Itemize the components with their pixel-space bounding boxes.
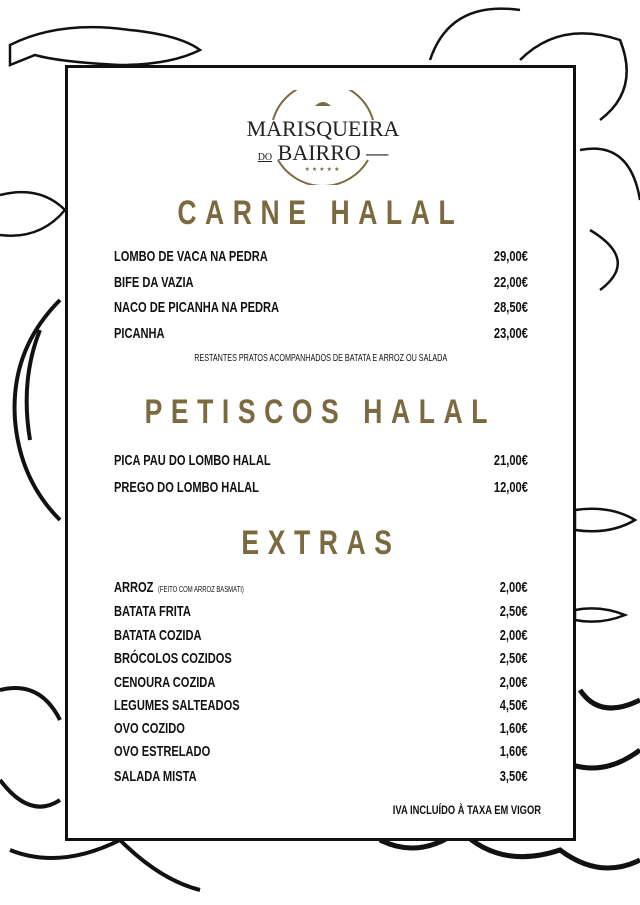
fish-sketch (0, 192, 65, 236)
menu-item: BIFE DA VAZIA 22,00€ (114, 274, 528, 291)
menu-item: BATATA FRITA 2,50€ (114, 603, 528, 620)
vat-note: IVA INCLUÍDO À TAXA EM VIGOR (392, 803, 541, 817)
menu-item: PREGO DO LOMBO HALAL 12,00€ (114, 479, 528, 496)
logo-stars: ★★★★★ (304, 167, 342, 173)
logo-line-2: BAIRRO (277, 140, 361, 165)
section-title-petiscos: PETISCOS HALAL (144, 393, 497, 431)
menu-item: BRÓCOLOS COZIDOS 2,50€ (114, 650, 528, 667)
menu-item: OVO ESTRELADO 1,60€ (114, 743, 528, 760)
menu-item: NACO DE PICANHA NA PEDRA 28,50€ (114, 299, 528, 316)
menu-item: LEGUMES SALTEADOS 4,50€ (114, 697, 528, 714)
fish-sketch (575, 509, 635, 622)
menu-item: SALADA MISTA 3,50€ (114, 768, 528, 785)
menu-item: PICA PAU DO LOMBO HALAL 21,00€ (114, 452, 528, 469)
menu-item: LOMBO DE VACA NA PEDRA 29,00€ (114, 248, 528, 265)
fish-sketch (10, 27, 200, 65)
menu-panel (65, 65, 576, 841)
menu-item: PICANHA 23,00€ (114, 325, 528, 342)
menu-item: OVO COZIDO 1,60€ (114, 720, 528, 737)
shrimp-sketch (15, 300, 60, 520)
logo-small: DO (257, 152, 273, 163)
menu-item: ARROZ (FEITO COM ARROZ BASMATI) 2,00€ (114, 579, 528, 596)
carne-note: RESTANTES PRATOS ACOMPANHADOS DE BATATA E ARROZ OU SALADA (194, 353, 447, 364)
logo-line-1: MARISQUEIRA (246, 116, 400, 141)
menu-item: CENOURA COZIDA 2,00€ (114, 674, 528, 691)
section-title-extras: EXTRAS (240, 524, 401, 562)
menu-item: BATATA COZIDA 2,00€ (114, 627, 528, 644)
section-title-carne: CARNE HALAL (177, 194, 464, 232)
restaurant-logo: MARISQUEIRA DO BAIRRO — ★★★★★ (243, 90, 403, 185)
